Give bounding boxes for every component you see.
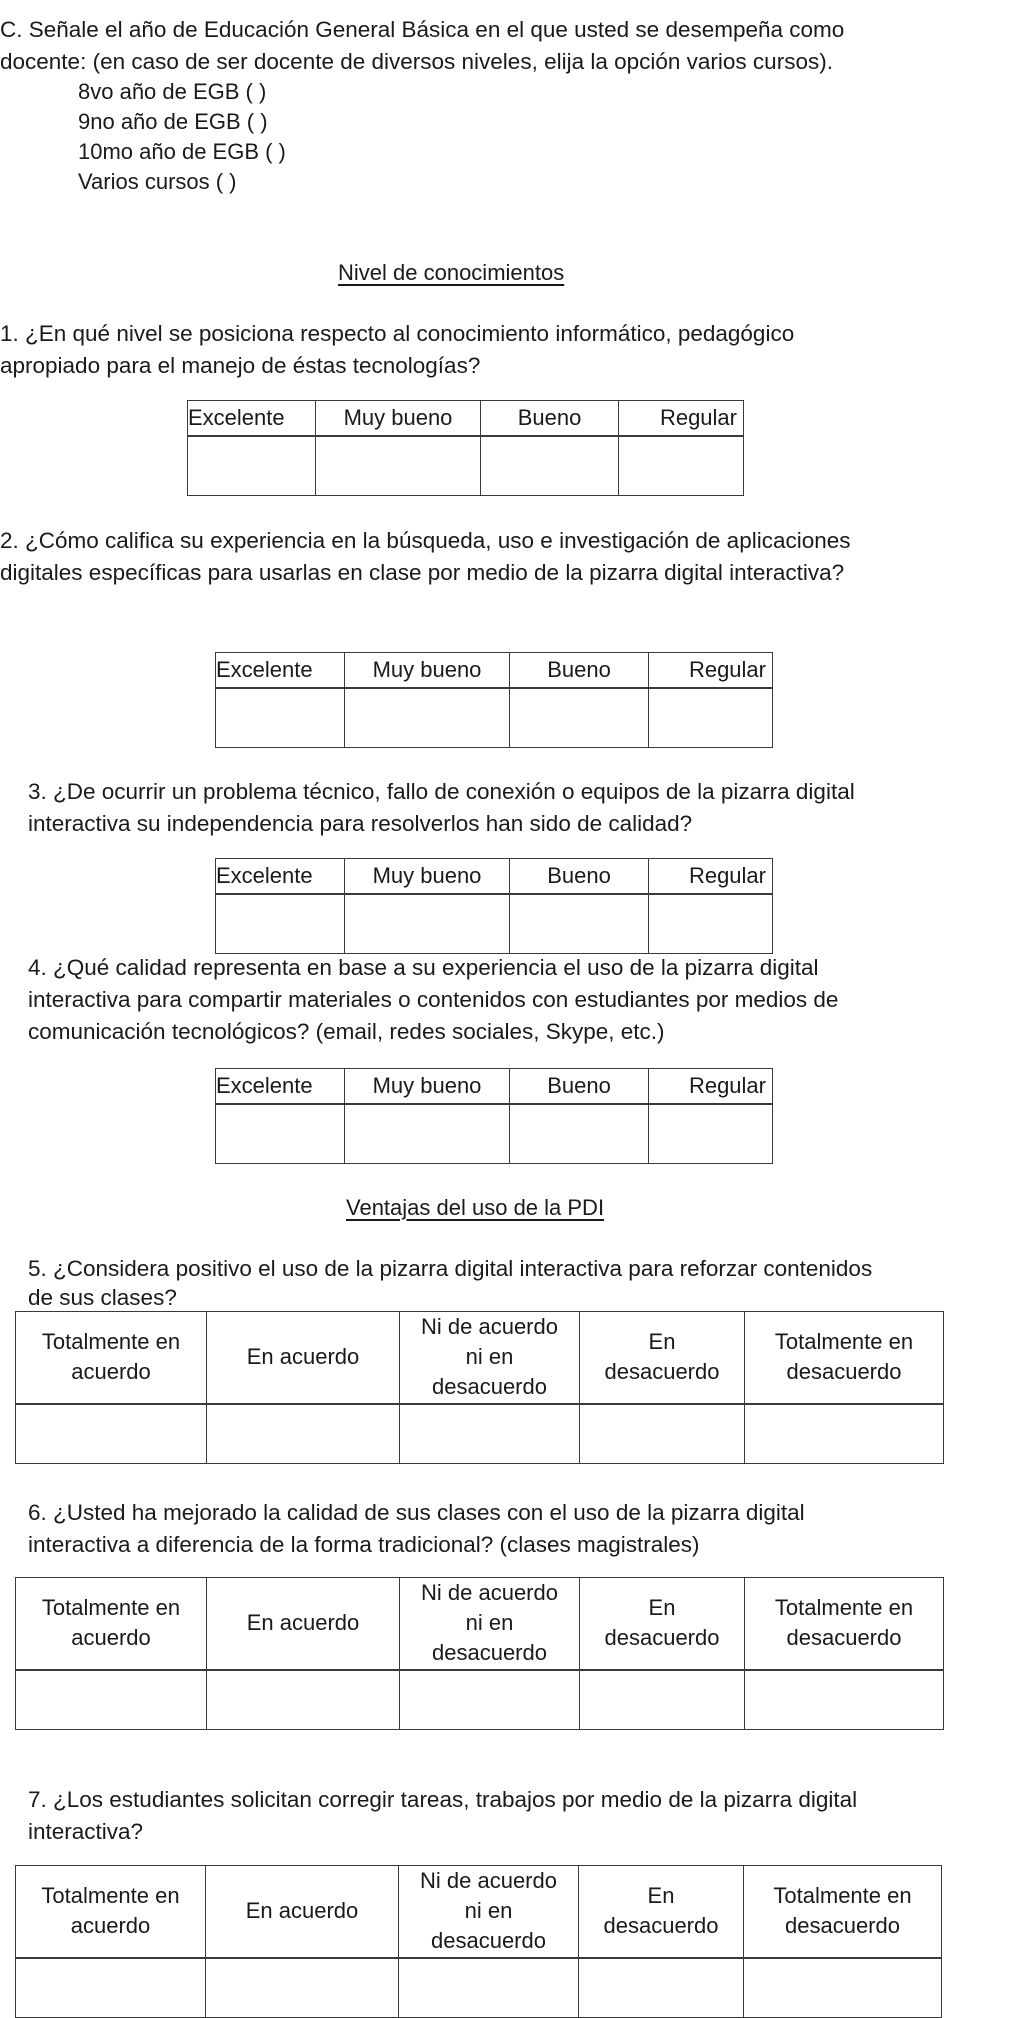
answer-cell-bueno[interactable] xyxy=(510,894,649,954)
header-label-line: acuerdo xyxy=(71,1359,151,1385)
answer-cell-neutral[interactable] xyxy=(400,1404,580,1464)
header-excelente: Excelente xyxy=(216,653,345,689)
answer-cell-en-desacuerdo[interactable] xyxy=(579,1958,744,2018)
header-label-line: desacuerdo xyxy=(786,1625,902,1651)
question-1 xyxy=(0,318,1020,382)
section-c-prompt-line-2: docente: (en caso de ser docente de diversos niveles, elija la opción varios cursos). xyxy=(0,49,833,74)
header-ni-de-acuerdo-ni-en-desacuerdo xyxy=(400,1578,580,1670)
question-6 xyxy=(28,1497,1018,1561)
answer-cell-en-acuerdo[interactable] xyxy=(206,1958,399,2018)
section-c-prompt xyxy=(0,14,1020,78)
answer-cell-regular[interactable] xyxy=(619,436,744,496)
answer-cell-en-desacuerdo[interactable] xyxy=(580,1670,745,1730)
question-1-line-1: 1. ¿En qué nivel se posiciona respecto al conocimiento informático, pedagógico xyxy=(0,321,795,346)
header-label-line: Ni de acuerdo xyxy=(421,1580,558,1606)
header-totalmente-en-acuerdo xyxy=(16,1312,207,1404)
answer-cell-totalmente-en-acuerdo[interactable] xyxy=(16,1404,207,1464)
header-bueno: Bueno xyxy=(510,1069,649,1105)
header-bueno: Bueno xyxy=(510,859,649,895)
answer-cell-regular[interactable] xyxy=(649,1104,773,1164)
header-label-line: En acuerdo xyxy=(245,1898,359,1924)
header-regular: Regular xyxy=(649,859,773,895)
header-label-line: ni en xyxy=(465,1610,514,1636)
option-9no-egb[interactable]: 9no año de EGB ( ) xyxy=(78,109,268,134)
question-3-line-2: interactiva su independencia para resolverlos han sido de calidad? xyxy=(28,811,693,836)
question-5-line-1: 5. ¿Considera positivo el uso de la pizarra digital interactiva para reforzar contenidos xyxy=(28,1256,873,1281)
header-excelente: Excelente xyxy=(188,401,316,437)
question-7-line-2: interactiva? xyxy=(28,1819,144,1844)
answer-cell-neutral[interactable] xyxy=(399,1958,579,2018)
answer-cell-muy-bueno[interactable] xyxy=(316,436,481,496)
answer-cell-en-desacuerdo[interactable] xyxy=(580,1404,745,1464)
question-2 xyxy=(0,525,1020,589)
question-2-line-2: digitales específicas para usarlas en clase por medio de la pizarra digital interactiva? xyxy=(0,560,845,585)
header-label-line: desacuerdo xyxy=(785,1913,900,1939)
header-label-line: desacuerdo xyxy=(432,1374,547,1400)
answer-cell-excelente[interactable] xyxy=(188,436,316,496)
likert-table-q7 xyxy=(15,1865,942,2018)
header-label-line: desacuerdo xyxy=(604,1625,720,1651)
answer-cell-totalmente-en-acuerdo[interactable] xyxy=(16,1670,207,1730)
answer-cell-muy-bueno[interactable] xyxy=(345,894,510,954)
header-muy-bueno: Muy bueno xyxy=(345,859,510,895)
likert-table-q5 xyxy=(15,1311,944,1464)
header-en-acuerdo xyxy=(206,1866,399,1958)
header-en-acuerdo xyxy=(207,1312,400,1404)
answer-cell-totalmente-en-acuerdo[interactable] xyxy=(16,1958,206,2018)
answer-cell-neutral[interactable] xyxy=(400,1670,580,1730)
header-label-line: Ni de acuerdo xyxy=(420,1868,557,1894)
question-4 xyxy=(28,952,1018,1048)
header-label-line: desacuerdo xyxy=(432,1640,547,1666)
header-label-line: En xyxy=(648,1595,676,1621)
header-label-line: En acuerdo xyxy=(246,1610,360,1636)
header-totalmente-en-desacuerdo xyxy=(744,1866,942,1958)
rating-table-q1 xyxy=(187,400,744,496)
section-title-knowledge: Nivel de conocimientos xyxy=(338,260,565,285)
header-label-line: desacuerdo xyxy=(431,1928,546,1954)
rating-table-q2 xyxy=(215,652,773,748)
header-label-line: Totalmente en xyxy=(41,1595,181,1621)
header-totalmente-en-acuerdo xyxy=(16,1578,207,1670)
header-label-line: Totalmente en xyxy=(41,1329,181,1355)
question-5-line-2: de sus clases? xyxy=(28,1285,177,1310)
question-2-line-1: 2. ¿Cómo califica su experiencia en la búsqueda, uso e investigación de aplicaciones xyxy=(0,528,851,553)
question-6-line-2: interactiva a diferencia de la forma tradicional? (clases magistrales) xyxy=(28,1532,700,1557)
question-3 xyxy=(28,776,1018,840)
header-regular: Regular xyxy=(649,653,773,689)
header-label-line: Ni de acuerdo xyxy=(421,1314,558,1340)
answer-cell-totalmente-en-desacuerdo[interactable] xyxy=(745,1404,944,1464)
header-label-line: Totalmente en xyxy=(774,1329,914,1355)
header-regular: Regular xyxy=(619,401,744,437)
header-muy-bueno: Muy bueno xyxy=(345,653,510,689)
header-label-line: En acuerdo xyxy=(246,1344,360,1370)
question-3-line-1: 3. ¿De ocurrir un problema técnico, fallo de conexión o equipos de la pizarra digital xyxy=(28,779,855,804)
answer-cell-muy-bueno[interactable] xyxy=(345,688,510,748)
question-4-line-2: interactiva para compartir materiales o contenidos con estudiantes por medios de xyxy=(28,987,839,1012)
answer-cell-muy-bueno[interactable] xyxy=(345,1104,510,1164)
header-label-line: desacuerdo xyxy=(603,1913,719,1939)
header-bueno: Bueno xyxy=(481,401,619,437)
answer-cell-en-acuerdo[interactable] xyxy=(207,1670,400,1730)
header-excelente: Excelente xyxy=(216,859,345,895)
answer-cell-regular[interactable] xyxy=(649,894,773,954)
header-totalmente-en-desacuerdo xyxy=(745,1312,944,1404)
header-label-line: Totalmente en xyxy=(774,1595,914,1621)
answer-cell-bueno[interactable] xyxy=(481,436,619,496)
header-regular: Regular xyxy=(649,1069,773,1105)
answer-cell-bueno[interactable] xyxy=(510,1104,649,1164)
question-7-line-1: 7. ¿Los estudiantes solicitan corregir tareas, trabajos por medio de la pizarra digital xyxy=(28,1787,858,1812)
answer-cell-excelente[interactable] xyxy=(216,894,345,954)
header-totalmente-en-acuerdo xyxy=(16,1866,206,1958)
answer-cell-en-acuerdo[interactable] xyxy=(207,1404,400,1464)
header-label-line: Totalmente en xyxy=(41,1883,180,1909)
question-4-line-1: 4. ¿Qué calidad representa en base a su experiencia el uso de la pizarra digital xyxy=(28,955,819,980)
answer-cell-regular[interactable] xyxy=(649,688,773,748)
header-label-line: ni en xyxy=(464,1898,513,1924)
answer-cell-totalmente-en-desacuerdo[interactable] xyxy=(745,1670,944,1730)
question-1-line-2: apropiado para el manejo de éstas tecnologías? xyxy=(0,353,481,378)
header-label-line: En xyxy=(648,1329,676,1355)
header-label-line: acuerdo xyxy=(70,1913,151,1939)
rating-table-q3 xyxy=(215,858,773,954)
header-en-acuerdo xyxy=(207,1578,400,1670)
question-7 xyxy=(28,1784,1018,1848)
option-10mo-egb[interactable]: 10mo año de EGB ( ) xyxy=(78,139,286,164)
answer-cell-totalmente-en-desacuerdo[interactable] xyxy=(744,1958,942,2018)
header-ni-de-acuerdo-ni-en-desacuerdo xyxy=(399,1866,579,1958)
question-4-line-3: comunicación tecnológicos? (email, redes sociales, Skype, etc.) xyxy=(28,1019,665,1044)
section-c-prompt-line-1: C. Señale el año de Educación General Básica en el que usted se desempeña como xyxy=(0,17,845,42)
rating-table-q4 xyxy=(215,1068,773,1164)
answer-cell-excelente[interactable] xyxy=(216,688,345,748)
header-label-line: desacuerdo xyxy=(786,1359,902,1385)
header-en-desacuerdo xyxy=(580,1578,745,1670)
header-label-line: ni en xyxy=(465,1344,514,1370)
answer-cell-excelente[interactable] xyxy=(216,1104,345,1164)
section-title-advantages: Ventajas del uso de la PDI xyxy=(346,1195,605,1220)
header-excelente: Excelente xyxy=(216,1069,345,1105)
header-en-desacuerdo xyxy=(579,1866,744,1958)
header-label-line: Totalmente en xyxy=(773,1883,912,1909)
header-muy-bueno: Muy bueno xyxy=(345,1069,510,1105)
likert-table-q6 xyxy=(15,1577,944,1730)
header-label-line: acuerdo xyxy=(71,1625,151,1651)
option-varios-cursos[interactable]: Varios cursos ( ) xyxy=(78,169,237,194)
answer-cell-bueno[interactable] xyxy=(510,688,649,748)
header-bueno: Bueno xyxy=(510,653,649,689)
header-en-desacuerdo xyxy=(580,1312,745,1404)
header-totalmente-en-desacuerdo xyxy=(745,1578,944,1670)
question-6-line-1: 6. ¿Usted ha mejorado la calidad de sus clases con el uso de la pizarra digital xyxy=(28,1500,805,1525)
question-5 xyxy=(28,1253,1018,1311)
header-ni-de-acuerdo-ni-en-desacuerdo xyxy=(400,1312,580,1404)
header-muy-bueno: Muy bueno xyxy=(316,401,481,437)
header-label-line: En xyxy=(647,1883,675,1909)
header-label-line: desacuerdo xyxy=(604,1359,720,1385)
option-8vo-egb[interactable]: 8vo año de EGB ( ) xyxy=(78,79,267,104)
